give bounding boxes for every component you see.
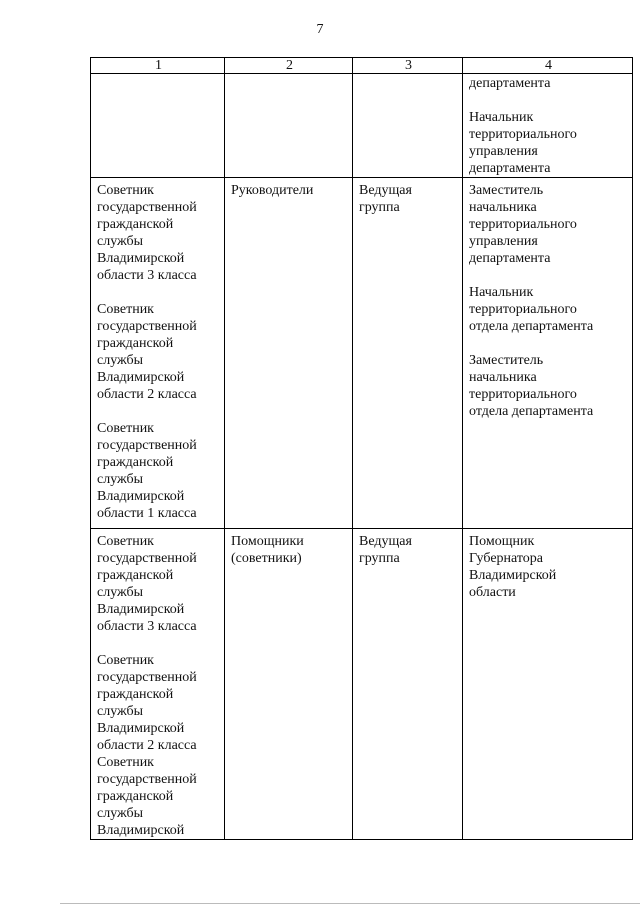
class-rank-entry: Советник государственной гражданской службы Владимирской области 1 класса (97, 421, 197, 521)
cell-positions (463, 178, 633, 529)
table-row (91, 178, 633, 529)
table-row (91, 74, 633, 178)
position-entry: Заместитель начальника территориального управления департамента (469, 183, 577, 266)
group-text: Ведущая группа (359, 183, 412, 215)
cell-positions (463, 74, 633, 178)
table-header-row (91, 58, 633, 74)
cell-group (353, 178, 463, 529)
cell-positions (463, 529, 633, 840)
cell-group (353, 529, 463, 840)
cell-empty (353, 74, 463, 178)
header-col-1: 1 (91, 58, 225, 74)
header-col-3: 3 (353, 58, 463, 74)
positions-table (90, 57, 633, 840)
cell-class-ranks (91, 529, 225, 840)
position-entry: департамента (469, 76, 551, 91)
cell-empty (91, 74, 225, 178)
page-number: 7 (316, 22, 324, 37)
position-entry: Начальник территориального отдела департамента (469, 285, 594, 334)
cell-category (225, 529, 353, 840)
position-entry: Заместитель начальника территориального отдела департамента (469, 353, 594, 419)
category-text: Помощники (советники) (231, 534, 304, 566)
table-row (91, 529, 633, 840)
class-rank-entry: Советник государственной гражданской службы Владимирской (97, 755, 197, 838)
cell-empty (225, 74, 353, 178)
cell-class-ranks (91, 178, 225, 529)
group-text: Ведущая группа (359, 534, 412, 566)
page-bottom-edge (60, 903, 640, 904)
position-entry: Начальник территориального управления департамента (469, 110, 577, 176)
category-text: Руководители (231, 183, 314, 198)
position-entry: Помощник Губернатора Владимирской области (469, 534, 557, 600)
header-col-4: 4 (463, 58, 633, 74)
class-rank-entry: Советник государственной гражданской службы Владимирской области 2 класса (97, 653, 197, 753)
header-col-2: 2 (225, 58, 353, 74)
cell-category (225, 178, 353, 529)
class-rank-entry: Советник государственной гражданской службы Владимирской области 3 класса (97, 534, 197, 634)
class-rank-entry: Советник государственной гражданской службы Владимирской области 3 класса (97, 183, 197, 283)
class-rank-entry: Советник государственной гражданской службы Владимирской области 2 класса (97, 302, 197, 402)
